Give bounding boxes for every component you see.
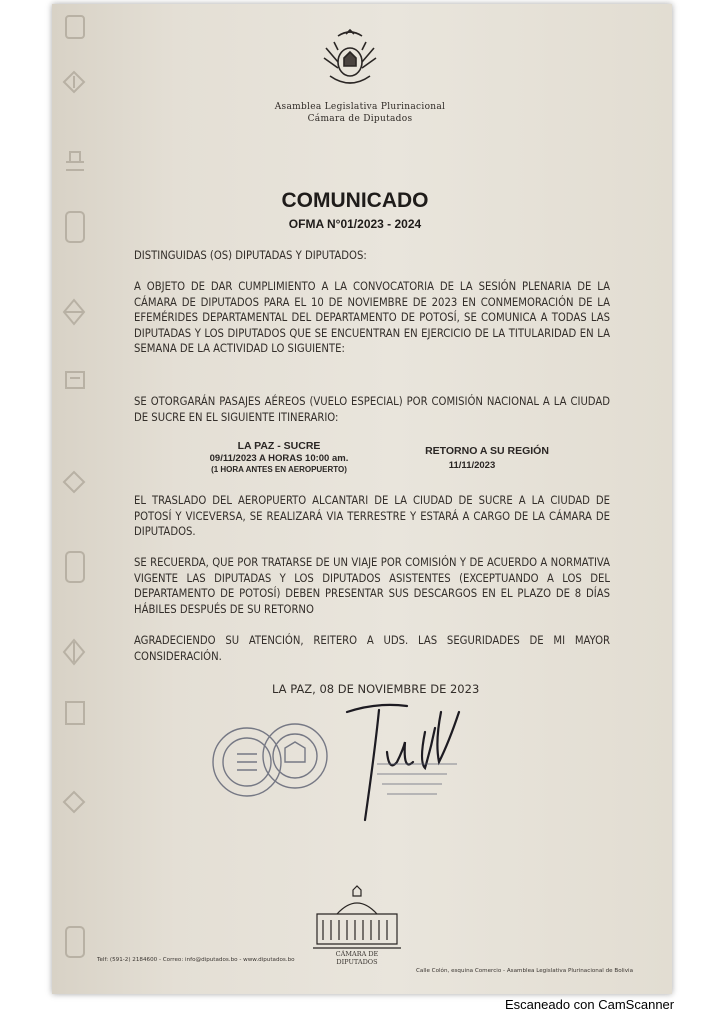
document-page [52,4,672,994]
document-reference: OFMA N°01/2023 - 2024 [288,217,422,231]
paragraph-3: EL TRASLADO DEL AEROPUERTO ALCANTARI DE LA CIUDAD DE SUCRE A LA CIUDAD DE POTOSÍ Y VICEVERSA, SE REALIZARÁ VIA TERRESTRE Y ESTARÁ A CARGO DE LA CÁMARA DE DIPUTADOS. [134,494,610,538]
institution-line-2: Cámara de Diputados [307,114,413,124]
footer-contact: Telf: (591-2) 2184600 - Correo: info@diputados.bo - www.diputados.bo [97,957,295,963]
bolivia-coat-of-arms-icon [318,28,382,92]
paragraph-2: SE OTORGARÁN PASAJES AÉREOS (VUELO ESPECIAL) POR COMISIÓN NACIONAL A LA CIUDAD DE SUCRE EN EL SIGUIENTE ITINERARIO: [134,395,610,424]
handwritten-signature [337,692,487,832]
salutation: DISTINGUIDAS (OS) DIPUTADAS Y DIPUTADOS: [134,249,367,262]
return-date: 11/11/2023 [448,460,496,471]
outbound-route: LA PAZ - SUCRE [237,440,321,452]
outbound-datetime: 09/11/2023 A HORAS 10:00 am. [209,453,349,464]
paragraph-1: A OBJETO DE DAR CUMPLIMIENTO A LA CONVOCATORIA DE LA SESIÓN PLENARIA DE LA CÁMARA DE DIPUTADOS PARA EL 10 DE NOVIEMBRE DE 2023 EN CONMEMORACIÓN DE LA EFEMÉRIDES DEPARTAMENTAL DEL DEPARTAMENTO DE POTOSÍ, SE COMUNICA A TODAS LAS DIPUTADAS Y LOS DIPUTADOS QUE SE ENCUENTRAN EN EJERCICIO DE LA TITULARIDAD EN LA SEMANA DE LA ACTIVIDAD LO SIGUIENTE: [134,280,610,355]
paragraph-5: AGRADECIENDO SU ATENCIÓN, REITERO A UDS. LAS SEGURIDADES DE MI MAYOR CONSIDERACIÓN. [134,634,610,663]
footer-address: Calle Colón, esquina Comercio - Asamblea Legislativa Plurinacional de Bolivia [416,968,634,974]
document-title: COMUNICADO [281,189,429,212]
building-label: CÁMARA DE DIPUTADOS [335,950,379,966]
place-and-date: LA PAZ, 08 DE NOVIEMBRE DE 2023 [272,682,480,696]
outbound-note: (1 HORA ANTES EN AEROPUERTO) [211,465,347,474]
congress-building-icon [307,884,407,956]
paragraph-4: SE RECUERDA, QUE POR TRATARSE DE UN VIAJE POR COMISIÓN Y DE ACUERDO A NORMATIVA VIGENTE LAS DIPUTADAS Y LOS DIPUTADOS ASISTENTES (EXCEPTUANDO A LOS DEL DEPARTAMENTO DE POTOSÍ) DEBEN PRESENTAR SUS DESCARGOS EN EL PLAZO DE 8 DÍAS HÁBILES DESPUÉS DE SU RETORNO [134,556,610,616]
institution-line-1: Asamblea Legislativa Plurinacional [274,102,446,112]
camscanner-watermark: Escaneado con CamScanner [505,997,675,1012]
round-stamp-icon [207,704,332,814]
return-label: RETORNO A SU REGIÓN [425,445,549,457]
border-ornaments [60,12,92,972]
